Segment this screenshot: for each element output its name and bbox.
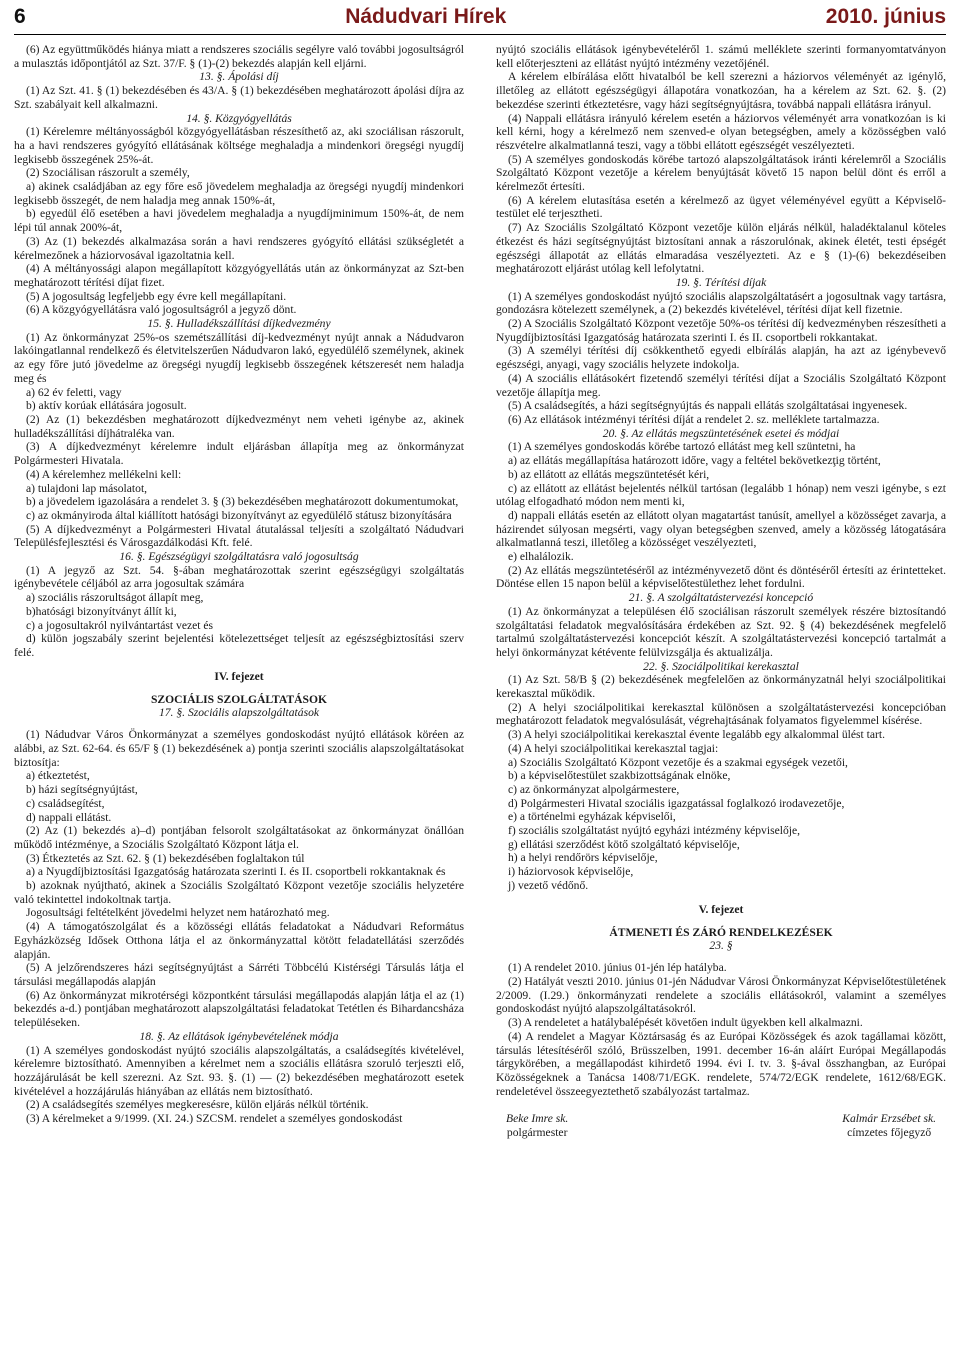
paragraph: (2) Szociálisan rászorult a személy, xyxy=(26,166,190,180)
paragraph: (1) Az Szt. 41. § (1) bekezdésében és 43/A. § (1) bekezdésében meghatározott ápolási díjra az Szt. szabályait kell alkalmazni. xyxy=(14,84,464,111)
paragraph: (4) A méltányossági alapon megállapított közgyógyellátás után az önkormányzat az Szt-ben meghatározott térítési díjat fizet. xyxy=(14,262,464,289)
paragraph: (1) A személyes gondoskodást nyújtó szociális alapszolgáltatás, a családsegítés kivételével, kérelemre biztosítható. Amennyiben a kérelmet nem a szociális ellátásra szoruló terjeszti elő, hozzájárulását be kell szerezni. Az Szt. 93. §. (1) — (2) bekezdésében meghatározott esetek kivételével a hozzájárulás hiányában az ellátás nem biztosítható. xyxy=(14,1043,464,1098)
paragraph: (6) A közgyógyellátásra való jogosultságról a jegyző dönt. xyxy=(26,303,297,317)
page-header xyxy=(14,0,946,35)
signature-block xyxy=(496,1112,946,1139)
paragraph: (5) A díjkedvezményt a Polgármesteri Hivatal átutalással teljesíti a szolgáltató Nádudvari Településfejlesztési és Városgazdálkodási Kft. felé. xyxy=(14,522,464,550)
paragraph: e) a történelmi egyházak képviselői, xyxy=(508,810,676,824)
paragraph: b) aktív korúak ellátására jogosult. xyxy=(26,399,187,413)
right-column xyxy=(496,43,946,1140)
paragraph: A kérelem elbírálása előtt hivatalból be kell szerezni a háziorvos véleményét az igénylő, illetőleg az ellátott egészségügyi állapotára vonatkozóan, ha a kérelem az Szt. 62. §. (2) bekezdése szerinti étkeztetésre, vagy házi segítségnyújtásra, továbbá nappali ellátásra irányul. xyxy=(496,70,946,111)
paragraph: a) tulajdoni lap másolatot, xyxy=(26,481,148,495)
paragraph: (5) A személyes gondoskodás körébe tartozó alapszolgáltatások iránti kérelemről a Szociális Szolgáltató Központ vezetője a kérelem benyújtását követő 15 napon belül dönt és erről a kérelmezőt értesíti. xyxy=(496,152,946,194)
paragraph: a) akinek családjában az egy főre eső jövedelem meghaladja az öregségi nyugdíj mindenkori legkisebb összegét, de nem haladja meg annak 150%-át, xyxy=(14,180,464,207)
paragraph: (2) A helyi szociálpolitikai kerekasztal különösen a szolgáltatástervezési koncepcióban meghatározott feladatok megvalósulását, végrehajtásának folyamatos figyelemmel kísérése. xyxy=(496,700,946,728)
paragraph: (4) Nappali ellátásra irányuló kérelem esetén a háziorvos véleményét arra vonatkozóan is ki kell kérni, hogy a kérelmező nem szenved-e olyan betegségben, amely a közösségben való részvételre alkalmatlanná teszi, vagy a többi ellátott egészségét veszélyezteti. xyxy=(496,111,946,152)
chapter-subheading: 17. §. Szociális alapszolgáltatások xyxy=(158,705,320,719)
paragraph: (2) A családsegítés személyes megkeresésre, külön eljárás nélkül történik. xyxy=(26,1098,369,1112)
paragraph: h) a helyi rendőrörs képviselője, xyxy=(508,851,658,865)
paragraph: (3) A díjkedvezményt kérelemre indult eljárásban állapítja meg az önkormányzat Polgármesteri Hivatala. xyxy=(14,440,464,468)
paragraph: i) háziorvosok képviselője, xyxy=(508,865,634,879)
paragraph: (2) A Szociális Szolgáltató Központ vezetője 50%-os térítési díj kedvezményben részesítheti a Nyugdíjbiztosítási Igazgatóság határozata szerinti I. és II. csoportbeli rokkantakat. xyxy=(496,317,946,344)
signature-notary xyxy=(842,1112,936,1139)
paragraph: c) az önkormányzat alpolgármestere, xyxy=(508,782,680,796)
paragraph: a) szociális rászorultságot állapít meg, xyxy=(26,591,204,605)
paragraph: (6) Az együttműködés hiánya miatt a rendszeres szociális segélyre való további jogosultságról a mulasztás időpontjától az Szt. 37/F. § (1)-(2) bekezdés alapján kell eljárni. xyxy=(14,43,464,70)
paragraph: (1) A személyes gondoskodást nyújtó szociális alapszolgáltatásért a jogosultnak vagy tartásra, gondozásra kötelezett személynek, a (2) bekezdés kivételével, térítési díjat kell fizetnie. xyxy=(496,289,946,317)
paragraph: (3) A kérelmeket a 9/1999. (XI. 24.) SZCSM. rendelet a személyes gondoskodást xyxy=(26,1112,403,1126)
paragraph: f) szociális szolgáltatást nyújtó egyházi intézmény képviselője, xyxy=(508,824,801,838)
paragraph: (2) Az (1) bekezdésben meghatározott díjkedvezményt nem veheti igénybe az, akinek hulladékszállítási díjhátraléka van. xyxy=(14,412,464,440)
paragraph: d) Polgármesteri Hivatal szociális igazgatással foglalkozó irodavezetője, xyxy=(508,796,845,810)
left-column xyxy=(14,43,464,1140)
paragraph: b) a jövedelem igazolására a rendelet 3. § (3) bekezdésében meghatározott dokumentumokat, xyxy=(26,495,459,509)
chapter-heading: IV. fejezet xyxy=(214,669,264,683)
paragraph: d) külön jogszabály szerint bejelentési kötelezettséget teljesít az egészségbiztosítási szerv felé. xyxy=(14,632,464,659)
signature-name: Beke Imre sk. xyxy=(506,1112,569,1126)
paragraph: d) nappali ellátás esetén az ellátott olyan magatartást tanúsít, amellyel a közösséget zavarja, a házirendet súlyosan megsérti, vagy olyan betegségben szenved, amely a közösség látogatására alkalmatlanná teszi, illetőleg a közösséget veszélyezteti, xyxy=(496,508,946,550)
paragraph: (1) Nádudvar Város Önkormányzat a személyes gondoskodást nyújtó ellátások köréen az alábbi, az Szt. 62-64. és 65/F § (1) bekezdésének a) pontja szerinti szociális alapszolgáltatásokat biztosítja: xyxy=(14,728,464,769)
paragraph: (4) A helyi szociálpolitikai kerekasztal tagjai: xyxy=(508,741,719,755)
paragraph: b) egyedül élő esetében a havi jövedelem meghaladja a nyugdíjminimum 150%-át, de nem lépi túl annak 200%-át, xyxy=(14,207,464,235)
paragraph: b) a képviselőtestület szakbizottságának elnöke, xyxy=(508,769,731,783)
paragraph: a) 62 év feletti, vagy xyxy=(26,385,122,399)
paragraph: (4) A támogatószolgálat és a közösségi ellátás feladatokat a Nádudvari Református Egyházközség Idősek Otthona látja el az önkormányzattal kötött feladatellátási szerződés alapján. xyxy=(14,920,464,961)
chapter-heading: ÁTMENETI ÉS ZÁRÓ RENDELKEZÉSEK xyxy=(609,925,833,939)
section-heading: 13. §. Ápolási díj xyxy=(199,70,279,84)
paragraph: c) családsegítést, xyxy=(26,796,105,810)
paragraph: b) az ellátott az ellátás megszüntetését kéri, xyxy=(508,467,710,481)
paragraph: (1) Az Szt. 58/B § (2) bekezdésének megfelelően az önkormányzatnál helyi szociálpolitikai kerekasztal működik. xyxy=(496,673,946,701)
paragraph: a) a Nyugdíjbiztosítási Igazgatóság határozata szerinti I. és II. csoportbeli rokkantaknak és xyxy=(26,865,446,879)
paragraph: (1) Kérelemre méltányosságból közgyógyellátásban részesíthető az, aki szociálisan rászorult, ha a havi rendszeres gyógyító ellátásának költsége meghaladja a mindenkori öregségi nyugdíj legkisebb összegének 25%-át. xyxy=(14,125,464,166)
paragraph: (1) Az önkormányzat a településen élő szociálisan rászorult személyek részére biztosítandó szolgáltatási feladatok megvalósítására érdekében az Szt. 92. § (4) bekezdésének megfelelő tartalmú szolgáltatástervezési koncepciót készít. A szolgáltatástervezési koncepció tartalmát a helyi önkormányzat kétévente felülvizsgálja és aktualizálja. xyxy=(496,604,946,659)
paragraph: c) az okmányiroda által kiállított hatósági bizonyítványt az egyedülélő státusz bizonyítására xyxy=(26,508,452,522)
section-heading: 22. §. Szociálpolitikai kerekasztal xyxy=(643,659,799,673)
signature-name: Kalmár Erzsébet sk. xyxy=(842,1112,936,1126)
paragraph: (2) Hatályát veszti 2010. június 01-jén Nádudvar Városi Önkormányzat Képviselőtestületének 2/2009. (I.29.) önkormányzati rendelete a szociális ellátásokról, valamint a személyes gondoskodást nyújtó alapszolgáltatásokról. xyxy=(496,975,946,1016)
paragraph: (6) Az ellátások intézményi térítési díját a rendelet 2. sz. melléklete tartalmazza. xyxy=(508,412,880,426)
section-heading: 19. §. Térítési díjak xyxy=(675,275,767,289)
paragraph: e) elhalálozik. xyxy=(508,550,574,564)
paragraph: (3) Az (1) bekezdés alkalmazása során a havi rendszeres gyógyító ellátási szükségletét a kérelmezőnek a háziorvosával igazoltatnia kell. xyxy=(14,234,464,262)
paragraph: (1) A rendelet 2010. június 01-jén lép hatályba. xyxy=(508,961,727,975)
section-heading: 20. §. Az ellátás megszüntetésének esetei és módjai xyxy=(602,426,840,440)
page-number: 6 xyxy=(14,5,26,28)
paragraph: (7) Az Szociális Szolgáltató Központ vezetője külön eljárás nélkül, haladéktalanul köteles étkezést és házi segítségnyújtást biztosítani annak a rászorulónak, akinek életét, testi épségét egészségi állapotát az ellátás elmaradása veszélyezteti. Az e § (1)-(6) bekezdéseiben meghatározott eljárást utólag kell lefolytatni. xyxy=(496,221,946,276)
paragraph: b)hatósági bizonyítványt állít ki, xyxy=(26,604,177,618)
paragraph: (5) A családsegítés, a házi segítségnyújtás és nappali ellátás szolgáltatásai ingyenesek. xyxy=(508,399,908,413)
signature-role: címzetes főjegyző xyxy=(847,1126,932,1140)
issue-date: 2010. június xyxy=(825,5,946,28)
paragraph: (6) A kérelem elutasítása esetén a kérelmező az ügyet véleményével együtt a Képviselő-testület elé terjesztheti. xyxy=(496,193,946,221)
section-heading: 21. §. A szolgáltatástervezési koncepció xyxy=(628,591,814,605)
signature-mayor xyxy=(506,1112,568,1139)
paragraph: b) házi segítségnyújtást, xyxy=(26,783,138,797)
paragraph: d) nappali ellátást. xyxy=(26,810,112,824)
section-heading: 16. §. Egészségügyi szolgáltatásra való jogosultság xyxy=(119,550,359,564)
paragraph: (1) A jegyző az Szt. 54. §-ában meghatározottak szerint egészségügyi szolgáltatás igénybevétele céljából az arra jogosultak számára xyxy=(14,563,464,591)
paragraph: (3) A személyi térítési díj csökkenthető egyedi elbírálás alapján, ha azt az igénybevevő egészségi, anyagi, vagy szociális helyzete indokolja. xyxy=(496,344,946,372)
paragraph: (3) Étkeztetés az Szt. 62. § (1) bekezdésében foglaltakon túl xyxy=(26,851,305,865)
paragraph: c) a jogosultakról nyilvántartást vezet és xyxy=(26,618,214,632)
paragraph: nyújtó szociális ellátások igénybevételéről 1. számú melléklete szerinti formanyomtatványon kell előterjeszteni az ellátást nyújtó intézmény vezetőjénél. xyxy=(496,43,946,70)
paragraph: (4) A kérelemhez mellékelni kell: xyxy=(26,467,182,481)
paragraph: (3) A helyi szociálpolitikai kerekasztal évente legalább egy alkalommal ülést tart. xyxy=(508,728,885,742)
section-heading: 18. §. Az ellátások igénybevételének módja xyxy=(139,1029,339,1043)
paragraph: (4) A rendelet a Magyar Köztársaság és az Európai Közösségek és azok tagállamai között, társulás létesítéséről szóló, Brüsszelben, 1991. december 16-án aláírt Európai Megállapodás tárgykörében, a megállapodást kihirdető 1994. évi I. tv. 3. §-ával összhangban, az Európai Közösségeknek a Tanácsa 1408/71/EGK. rendelete, 574/72/EGK rendelete, 1612/68/EGK. rendeletével összeegyeztethető szabályozást tartalmaz. xyxy=(496,1029,946,1098)
paragraph: (5) A jelzőrendszeres házi segítségnyújtást a Sárréti Többcélú Kistérségi Társulás látja el társulási megállapodás alapján xyxy=(14,961,464,988)
section-heading: 15. §. Hulladékszállítási díjkedvezmény xyxy=(147,317,331,331)
paragraph: (2) Az ellátás megszüntetéséről az intézményvezető dönt és döntéséről értesíti az érintetteket. Döntése ellen 15 napon belül a képviselőtestülethez lehet fordulni. xyxy=(496,563,946,591)
paragraph: (2) Az (1) bekezdés a)–d) pontjában felsorolt szolgáltatásokat az önkormányzat önállóan működő intézménye, a Szociális Szolgáltató Központ látja el. xyxy=(14,824,464,851)
paragraph: (4) A szociális ellátásokért fizetendő személyi térítési díjat a Szociális Szolgáltató Központ vezetője állapítja meg. xyxy=(496,371,946,399)
paragraph: (1) A személyes gondoskodás körébe tartozó ellátást meg kell szüntetni, ha xyxy=(508,440,856,454)
paragraph: (1) Az önkormányzat 25%-os szemétszállítási díj-kedvezményt nyújt annak a Nádudvaron lakóingatlannal rendelkező és életvitelszerűen Nádudvaron lakó, egyedülélő személynek, akinek az egy főre jutó jövedelme az öregségi nyugdíj legkisebb összegének kétszeresét nem haladja meg és xyxy=(14,330,464,385)
paragraph: a) étkeztetést, xyxy=(26,769,90,783)
chapter-heading: V. fejezet xyxy=(698,902,744,916)
paragraph: a) Szociális Szolgáltató Központ vezetője és a szakmai egységek vezetői, xyxy=(508,755,848,769)
paragraph: Jogosultsági feltételként jövedelmi helyzet nem határozható meg. xyxy=(26,906,330,920)
newspaper-title: Nádudvari Hírek xyxy=(345,5,507,28)
paragraph: (3) A rendeletet a hatálybalépését követően indult ügyekben kell alkalmazni. xyxy=(508,1016,863,1030)
chapter-subheading: 23. § xyxy=(709,938,733,952)
paragraph: a) az ellátás megállapítása határozott időre, vagy a feltétel bekövetkezţig történt, xyxy=(508,454,881,468)
signature-role: polgármester xyxy=(506,1126,568,1140)
paragraph: c) az ellátott az ellátást bejelentés nélkül tartósan (legalább 1 hónap) nem veszi igénybe, s ezt utólag elfogadható módon nem menti ki, xyxy=(496,481,946,509)
paragraph: j) vezető védőnő. xyxy=(508,878,589,892)
section-heading: 14. §. Közgyógyellátás xyxy=(186,111,292,125)
chapter-heading: SZOCIÁLIS SZOLGÁLTATÁSOK xyxy=(150,692,327,706)
paragraph: (5) A jogosultság legfeljebb egy évre kell megállapítani. xyxy=(26,289,287,303)
paragraph: b) azoknak nyújtható, akinek a Szociális Szolgáltató Központ vezetője szociális helyzetére való tekintettel indokoltnak tartja. xyxy=(14,879,464,906)
paragraph: (6) Az önkormányzat mikrotérségi központként társulási megállapodás alapján látja el az (1) bekezdés a-d.) pontjában meghatározott alapszolgáltatási feladatokat Tetétlen és Bihardancsháza településeken. xyxy=(14,988,464,1030)
paragraph: g) ellátási szerződést kötő szolgáltató képviselője, xyxy=(508,837,740,851)
